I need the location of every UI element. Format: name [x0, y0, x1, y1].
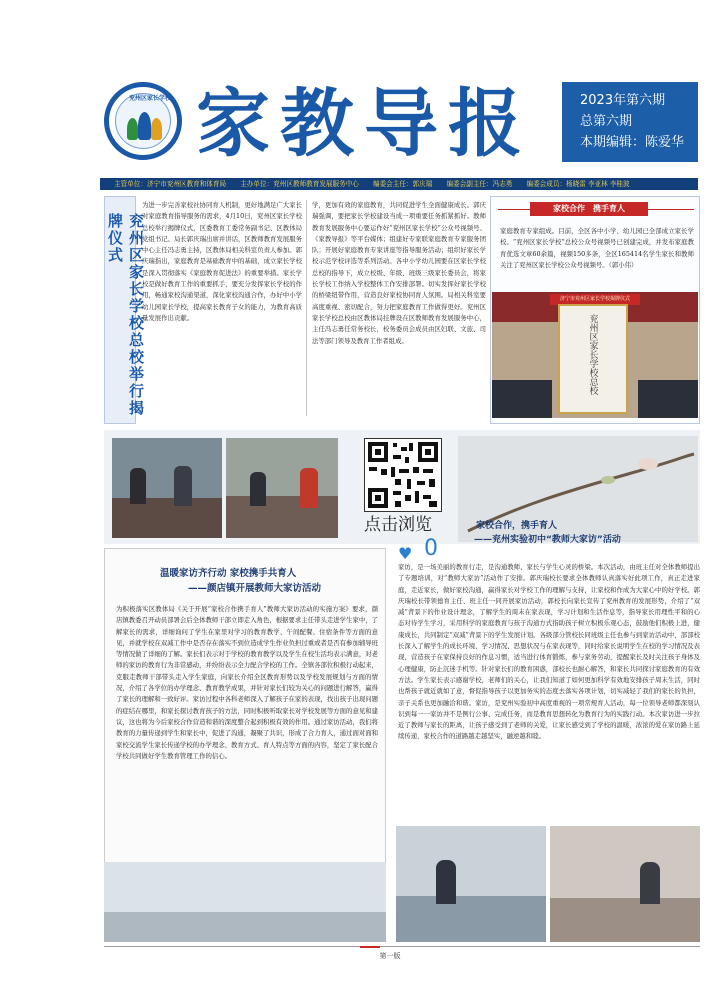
- logo-text: 兖州区家长学校: [128, 95, 171, 102]
- qr-code-graphic: [365, 439, 441, 511]
- info-deputy-director: 编委会副主任：冯志勇: [446, 180, 513, 188]
- top-article-column-1: 为进一步完善家校社协同育人机制，更好地满足广大家长对家庭教育指导服务的需求，4月10日，兖州区家长学校总校举行揭牌仪式，区委教育工委常务副书记、区教体局党组书记、局长郭庆瑞出席并讲话，区教师教育发展服务中心主任冯志勇主持，区教体局相关科室负责人参加。郭庆瑞指出，家庭教育是基础教育中的基础，成立家长学校是深入贯彻落实《家庭教育促进法》的重要举措。家长学校是做好教育工作的重要抓手，要充分发挥家长学校的作用，畅通家校沟通渠道，深化家校沟通合作，办好中小学幼儿园家长学校，提高家长教育子女的能力，为教育高质量发展作出贡献。: [142, 201, 302, 322]
- right-photo1-person: [436, 860, 456, 904]
- home-visit-photo-1: [112, 438, 222, 538]
- panel-header: 家校合作 携手育人: [530, 202, 648, 216]
- photo1-person-b: [174, 466, 192, 506]
- strip-title-sub: ——兖州实验初中“教师大家访”活动: [474, 535, 621, 545]
- logo-figure-left: [127, 118, 138, 140]
- like-heart-icon[interactable]: ♥: [398, 544, 413, 563]
- plaque-text: 兖州区家长学校总校: [587, 314, 598, 395]
- footer-rule: [104, 946, 700, 947]
- like-count: 0: [424, 536, 438, 561]
- photo2-sofa: [226, 496, 338, 538]
- publisher-info-bar: [100, 178, 698, 190]
- issue-number: 2023年第六期: [580, 93, 666, 108]
- top-article-title: 兖州区家长学校总校举行揭牌仪式: [106, 213, 145, 417]
- right-article-text: 家访，是一场美丽的教育行走，是沟通教师、家长与学生心灵的桥梁。本次活动，由班主任对全体教师提出了专题培训，对“教师大家访”活动作了安排。郭庆瑞校长要求全体教师认真落实好此项工作，真正走进家庭，走近家长，做好家校沟通，赢得家长对学校工作的理解与支持，让家校和作成为大家心中的好学校。郭庆瑞校长带领德育主任、班主任一同开展家访活动，郭校长向家长宣传了兖州教育的发展形势，介绍了“双减”背景下的作业设计理念，了解学生的周末在家表现，学习计划和生活作息等，指导家长用理性平和的心态对待学生学习，采用科学的家庭教育与孩子沟通方式指助孩子树立积极乐观心态，鼓励他们积极上进，健康成长，共同制定“双减”背景下的学生发展计划。各级部分管校长同班级主任也参与到家访活动中，部部校长深入了解学生的成长环境、学习情况、思想状况与在家表现等，同时给家长说明学生在校的学习情况及表现，营造孩子在家保持良好的作息习惯，适当进行体育锻炼，参与家务劳动，提醒家长及时关注孩子身体及心理健康，防止沉迷手机等。针对家长们的教育困惑，部校长也耐心解答，和家长共同探讨家庭教育的有效方法。学生家长表示感谢学校，老师们的关心，让我们知道了如何更加科学有效地安排孩子周末生活，同时也帮孩子就近就如了意，督促指导孩子以更加务实的态度去落实各项计划，切实减轻了我们的家长的负担，亲子关系也更加融洽和谐。家访，是兖州实验初中高度重视的一项常规育人活动，每一位领导老师都深刻认识到每一一家访并不是例行公事、完成任务，而是教育思想转化为教育行为的实践行动。本次家访进一步拉近了教师与家长的距离，让孩子感受到了老师的关爱，让家长感受到了学校的温暖，浓浓的爱在家访路上延续传递，家校合作的道路越走越坚实，融逆越和睦。: [398, 563, 700, 741]
- issue-editor: 本期编辑：陈爱华: [580, 135, 685, 150]
- footer-accent: [360, 946, 380, 948]
- right-article-photo-1: [396, 826, 546, 942]
- column-divider: [306, 200, 307, 416]
- logo-figure-center: [138, 112, 151, 140]
- qr-caption[interactable]: 点击浏览: [364, 515, 432, 535]
- left-article-text: 为积极落实区教体局《关于开展“家校合作携手育人”教师大家访活动的实施方案》要求，颜店镇教委召开动员部署会后全体教师干部立即走入角色，根据要求主任带头走进学生家中，了解家长的需求，详细询问了学生在家里对学习的教育教学、午间配餐、住宿条件等方面的意见，并就学校在双减工作中是否存在落实不到位造成学生作业负担过重或者是否有参加辅导班等情况做了详细的了解。家长们表示对于学校的教育教学以及学生在校生活均表示满意，对老师的家访的教育行为非常感动，并纷纷表示全力配合学校的工作。全镇各部位积极行动起来，克服走教师干部带头走入学生家庭，向家长介绍全区教育形势以及学校发展规划与方面的情况，介绍了各学位的办学理念、教育教学成果，并针对家长们较为关心的问题进行解答，赢得了家长的理解和一致好评。家访过程中各科老师深入了解孩子在家的表现，找出孩子出现问题的症结在哪里，和家长探讨教育孩子的方法，同时积极听取家长对学校发展等方面的意见和建议，这也将为今后家校合作营造和谐的深度整合起到积极有效的作用。通过家访活动，我们将教育的力量传递到学生和家长中，促进了沟通，凝聚了共识，形成了合力育人，通过面对面和家校交流学生家长传递学校的办学理念、教育方式、育人特点等方面的内容，坚定了家长配合学校共同做好学生教育管理工作的信心。: [116, 605, 378, 760]
- unveiling-photo: [492, 292, 698, 418]
- person-right: [638, 380, 698, 418]
- logo-inner-circle: [115, 93, 171, 149]
- right-photo2-sofa: [550, 898, 700, 942]
- panel-text: 家庭教育专家组成。目前，全区各中小学、幼儿园已全部成立家长学校。“兖州区家长学校”总校公众号视频号已创建完成，并发布家庭教育优选文章60余篇，视频150多条，全区165414名学生家长和教师关注了兖州区家长学校公众号视频号。（郭小伟）: [500, 227, 694, 269]
- left-article-title: 温暖家访齐行动 家校携手共育人: [160, 568, 297, 579]
- school-plaque: [558, 304, 628, 414]
- home-visit-photo-2: [226, 438, 338, 538]
- photo-banner: 济宁市兖州区家长学校揭牌仪式: [550, 294, 640, 305]
- right-photo2-person: [640, 862, 660, 904]
- photo1-person-a: [130, 468, 146, 504]
- issue-total: 总第六期: [580, 114, 633, 129]
- right-photo1-table: [396, 896, 546, 942]
- top-article-column-2: 学，更加有效的家庭教育，共同促进学生全面健康成长。郭庆瑞强调，要把家长学校建设当成一项重要任务抓紧抓好。教师教育发展服务中心要运作好“兖州区家长学校”公众号视频号、《家教导报》等平台媒体；组建好专家联家庭教育专家服务团队；开展好家庭教育专家讲座等指导服务活动；组织好家长学校示范学校评选等系列活动。各中小学幼儿园要在区家长学校总校的指导下，成立校级、年级、班级三级家长委员会，将家长学校工作纳入学校整体工作安排部署。切实发挥好家长学校的桥梁纽带作用，营造良好家校协同育人氛围。局相关科室要高度重视、密切配合，努力把家庭教育工作做得更好。兖州区家长学校总校由区教体局挂牌设在区教师教育发展服务中心，主任冯志勇任常务校长，校务委员会成员由区妇联、文旅、司法等部门领导及教育工作者组成。: [312, 201, 486, 345]
- left-photo-floor: [104, 912, 386, 942]
- qr-code[interactable]: [364, 438, 442, 512]
- info-organizer: 主办单位：兖州区教师教育发展服务中心: [240, 180, 359, 188]
- photo2-person-a: [250, 472, 266, 506]
- photo1-sofa: [112, 498, 222, 538]
- person-left: [492, 380, 552, 418]
- photo2-person-b: [300, 468, 318, 508]
- page-number: 第一版: [379, 952, 401, 960]
- logo-figure-right: [151, 118, 162, 140]
- info-members: 编委会成员：杨晓雷 李亚林 李桂波: [526, 180, 630, 188]
- strip-title-main: 家校合作，携手育人: [476, 521, 558, 531]
- newspaper-title: 家教导报: [196, 81, 532, 167]
- right-article-photo-2: [550, 826, 700, 942]
- left-article-photo: [104, 862, 386, 942]
- info-sponsor: 主管单位：济宁市兖州区教育和体育局: [114, 180, 227, 188]
- info-director: 编委会主任：郭庆瑞: [373, 180, 433, 188]
- top-article-title-box: [104, 196, 145, 424]
- left-article-subtitle: ——颜店镇开展教师大家访活动: [188, 583, 322, 594]
- issue-info-box: [562, 82, 698, 162]
- school-logo: [104, 82, 182, 160]
